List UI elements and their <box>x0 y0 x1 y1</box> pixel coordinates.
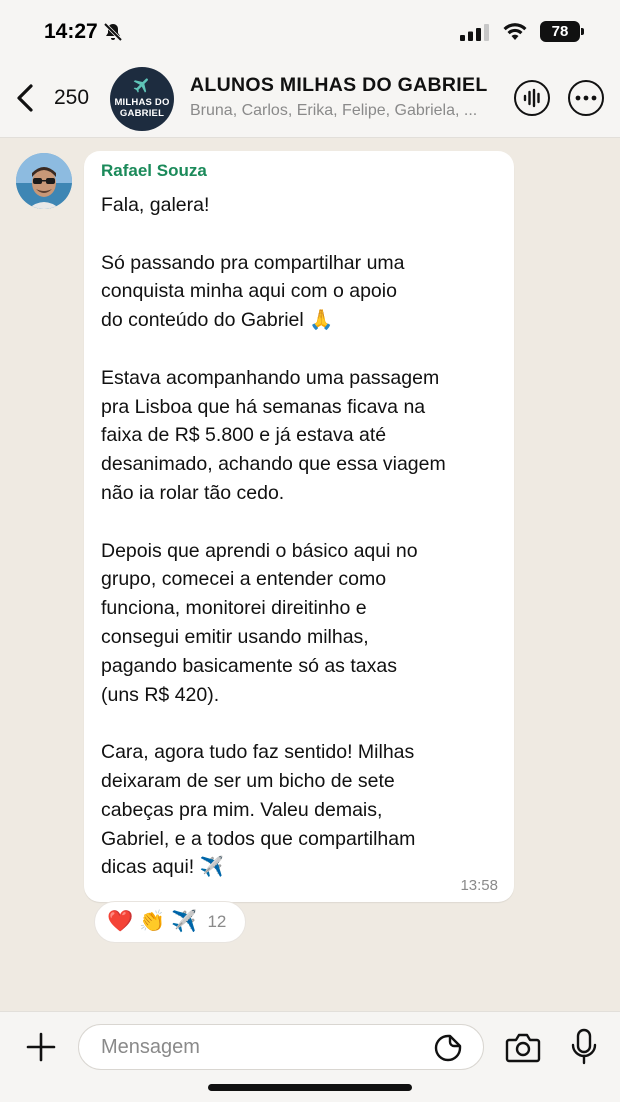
status-time: 14:27 <box>44 20 98 43</box>
ellipsis-icon <box>575 95 597 101</box>
avatar-text <box>110 97 174 119</box>
chevron-left-icon <box>14 82 36 114</box>
avatar-photo <box>16 153 72 209</box>
message-input[interactable] <box>78 1024 484 1070</box>
message-time: 13:58 <box>460 877 498 894</box>
avatar-text-line1: MILHAS DO <box>114 97 170 108</box>
composer <box>0 1011 620 1102</box>
sender-name[interactable]: Rafael Souza <box>101 161 207 180</box>
chat-header <box>0 60 620 138</box>
group-members[interactable]: Bruna, Carlos, Erika, Felipe, Gabriela, ... <box>190 102 478 119</box>
reactions-pill[interactable] <box>94 901 246 943</box>
heart-reaction-icon: ❤️ <box>107 910 134 933</box>
group-avatar[interactable] <box>110 67 174 131</box>
group-title[interactable]: ALUNOS MILHAS DO GABRIEL <box>190 74 488 96</box>
more-options-button[interactable] <box>568 80 604 116</box>
airplane-icon <box>132 75 152 95</box>
voice-chat-button[interactable] <box>514 80 550 116</box>
status-bar <box>0 0 620 60</box>
message-text: Fala, galera! Só passando pra compartilhar uma conquista minha aqui com o apoio do conteúdo do Gabriel 🙏 Estava acompanhando uma passagem pra Lisboa que há semanas ficava na faixa de R$ 5.800 e já estava até desanimado, achando que essa viagem não ia rolar tão cedo. Depois que aprendi o básico aqui no grupo, comecei a entender como funciona, monitorei direitinho e consegui emitir usando milhas, pagando basicamente só as taxas (uns R$ 420). Cara, agora tudo faz sentido! Milhas deixaram de ser um bicho de sete cabeças pra mim. Valeu demais, Gabriel, e a todos que compartilham dicas aqui! ✈️ <box>101 194 446 879</box>
plus-icon[interactable] <box>26 1032 56 1062</box>
bell-off-icon <box>103 22 123 42</box>
airplane-reaction-icon: ✈️ <box>171 910 198 933</box>
avatar-text-line2: GABRIEL <box>119 108 165 119</box>
sender-avatar[interactable] <box>16 153 72 209</box>
unread-count: 250 <box>54 86 90 109</box>
sticker-icon[interactable] <box>434 1034 462 1062</box>
camera-icon[interactable] <box>505 1031 541 1063</box>
battery-level: 78 <box>551 23 569 40</box>
battery-icon <box>540 21 580 42</box>
signal-icon <box>460 24 490 41</box>
home-indicator <box>208 1084 412 1091</box>
message-bubble[interactable] <box>84 151 514 902</box>
reaction-count: 12 <box>207 912 227 931</box>
waveform-icon <box>522 88 542 108</box>
microphone-icon[interactable] <box>570 1028 598 1066</box>
clap-reaction-icon: 👏 <box>139 910 166 933</box>
wifi-icon <box>502 21 528 41</box>
back-button[interactable] <box>14 80 89 116</box>
chat-area[interactable] <box>0 139 620 1011</box>
